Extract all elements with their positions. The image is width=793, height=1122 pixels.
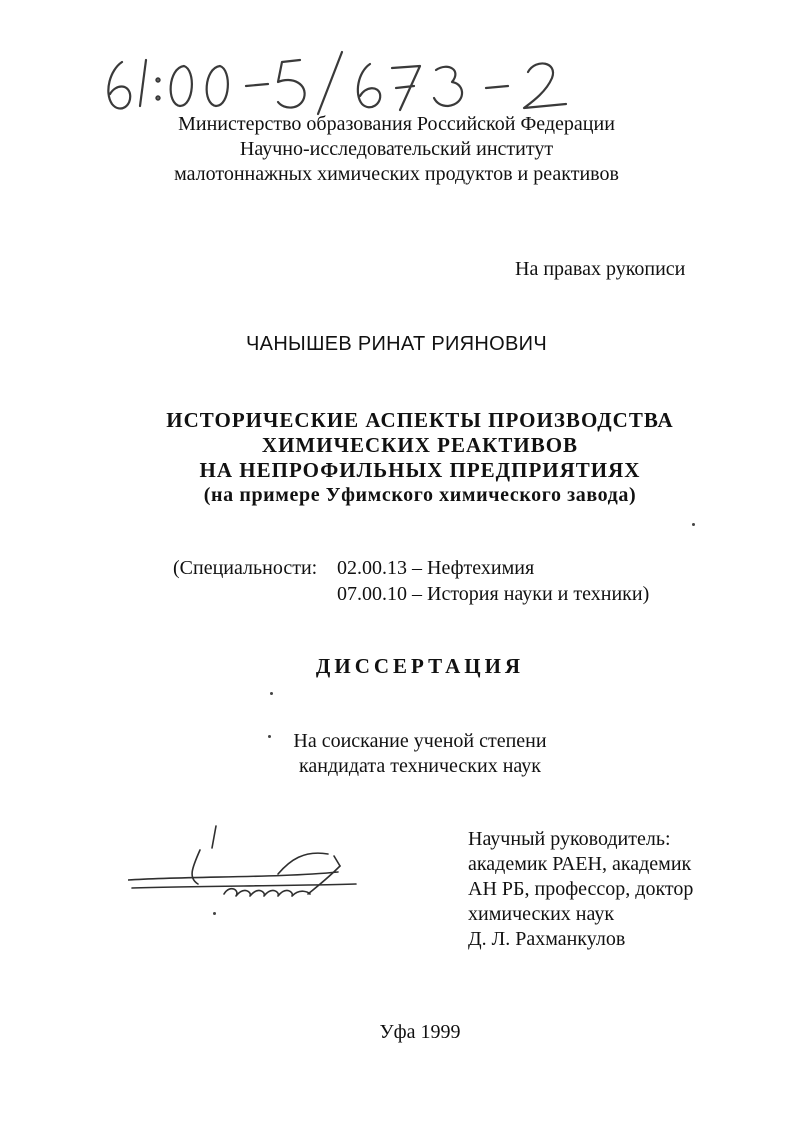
specialty-item-2: 07.00.10 – История науки и техники): [337, 583, 650, 605]
supervisor-title-line1: академик РАЕН, академик: [468, 853, 692, 875]
specialty-row-2: [173, 581, 649, 607]
supervisor-title-line2: АН РБ, профессор, доктор: [468, 878, 694, 900]
degree-block: [0, 729, 793, 779]
specialty-item-1: 02.00.13 – Нефтехимия: [337, 557, 535, 579]
handwritten-signature: [128, 820, 358, 920]
rights-note: На правах рукописи: [515, 258, 686, 280]
title-line2: ХИМИЧЕСКИХ РЕАКТИВОВ: [261, 433, 579, 457]
specialties-label: (Специальности:: [173, 557, 318, 579]
document-type: ДИССЕРТАЦИЯ: [315, 654, 525, 678]
dissertation-title: [0, 408, 793, 508]
title-line1: ИСТОРИЧЕСКИЕ АСПЕКТЫ ПРОИЗВОДСТВА: [166, 408, 674, 432]
supervisor-title-line3: химических наук: [468, 903, 615, 925]
author-name: ЧАНЫШЕВ РИНАТ РИЯНОВИЧ: [246, 333, 547, 355]
institution-header: [0, 112, 793, 187]
supervisor-label: Научный руководитель:: [468, 828, 671, 850]
degree-line2: кандидата технических наук: [298, 755, 542, 777]
institute-name-line2: малотоннажных химических продуктов и реактивов: [174, 163, 619, 185]
title-subtitle: (на примере Уфимского химического завода): [203, 484, 637, 506]
ministry-name: Министерство образования Российской Федерации: [178, 113, 615, 135]
scan-speck: [268, 735, 271, 738]
institute-name-line1: Научно-исследовательский институт: [239, 138, 554, 160]
scan-speck: [213, 912, 216, 915]
scan-speck: [270, 692, 273, 695]
specialty-row-1: [173, 555, 649, 581]
supervisor-name: Д. Л. Рахманкулов: [468, 928, 626, 950]
title-line3: НА НЕПРОФИЛЬНЫХ ПРЕДПРИЯТИЯХ: [199, 458, 641, 482]
city-year: Уфа 1999: [379, 1021, 461, 1043]
handwritten-archive-number: [96, 40, 616, 120]
degree-line1: На соискание ученой степени: [293, 730, 547, 752]
supervisor-block: [468, 827, 693, 952]
specialties-block: [173, 555, 649, 607]
scan-speck: [692, 523, 695, 526]
